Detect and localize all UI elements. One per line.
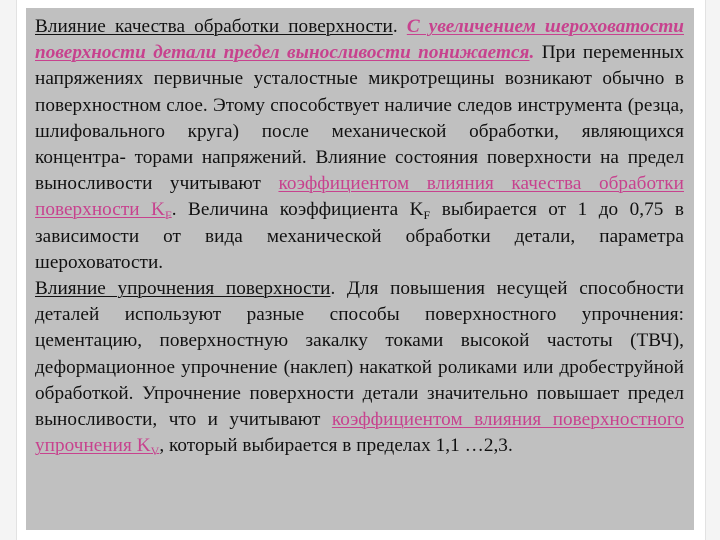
body-text-surface-3: выбирается от 1 до 0,75 в зависимости от вида механической обработки детали, параметра шероховатости. xyxy=(35,199,685,273)
body-text-surface-2: . Величина коэффициента $K_F$ xyxy=(171,199,431,223)
paragraph-surface-quality xyxy=(35,14,684,276)
heading-hardening: Влияние упрочнения поверхности xyxy=(35,278,331,300)
body-text-hardening-2: , который выбирается в пределах 1,1 …2,3. xyxy=(159,435,513,457)
content-textbox xyxy=(26,8,694,530)
body-text-hardening-1: . Для повышения несущей способности деталей используют разные способы поверхностного упрочнения: цементацию, поверхностную закалку токами высокой частоты (ТВЧ), деформационное упрочнение (наклеп) накаткой роликами или дробеструйной обработкой. Упрочнение поверхности детали значительно повышает предел выносливости, что и учитывают xyxy=(35,278,684,431)
heading-dot: . xyxy=(392,16,398,37)
heading-surface-quality: Влияние качества обработки поверхности xyxy=(35,16,393,37)
link-coefficient-surface-quality[interactable]: коэффициентом влияния качества обработки поверхности $K_F$ xyxy=(35,173,684,223)
emphasis-roughness: С увеличением шероховатости поверхности детали предел выносливости понижается. xyxy=(35,16,685,64)
paragraph-hardening xyxy=(35,276,684,459)
body-text-surface-1: При переменных напряжениях первичные усталостные микротрещины возникают обычно в поверхностном слое. Этому способствует наличие следов инструмента (резца, шлифовального круга) после механической обработки, являющихся концентра- торами напряжений. Влияние состояния поверхности на предел выносливости учитывают xyxy=(35,42,684,195)
link-coefficient-hardening[interactable]: коэффициентом влияния поверхностного упрочнения $K_V$ xyxy=(35,409,684,459)
